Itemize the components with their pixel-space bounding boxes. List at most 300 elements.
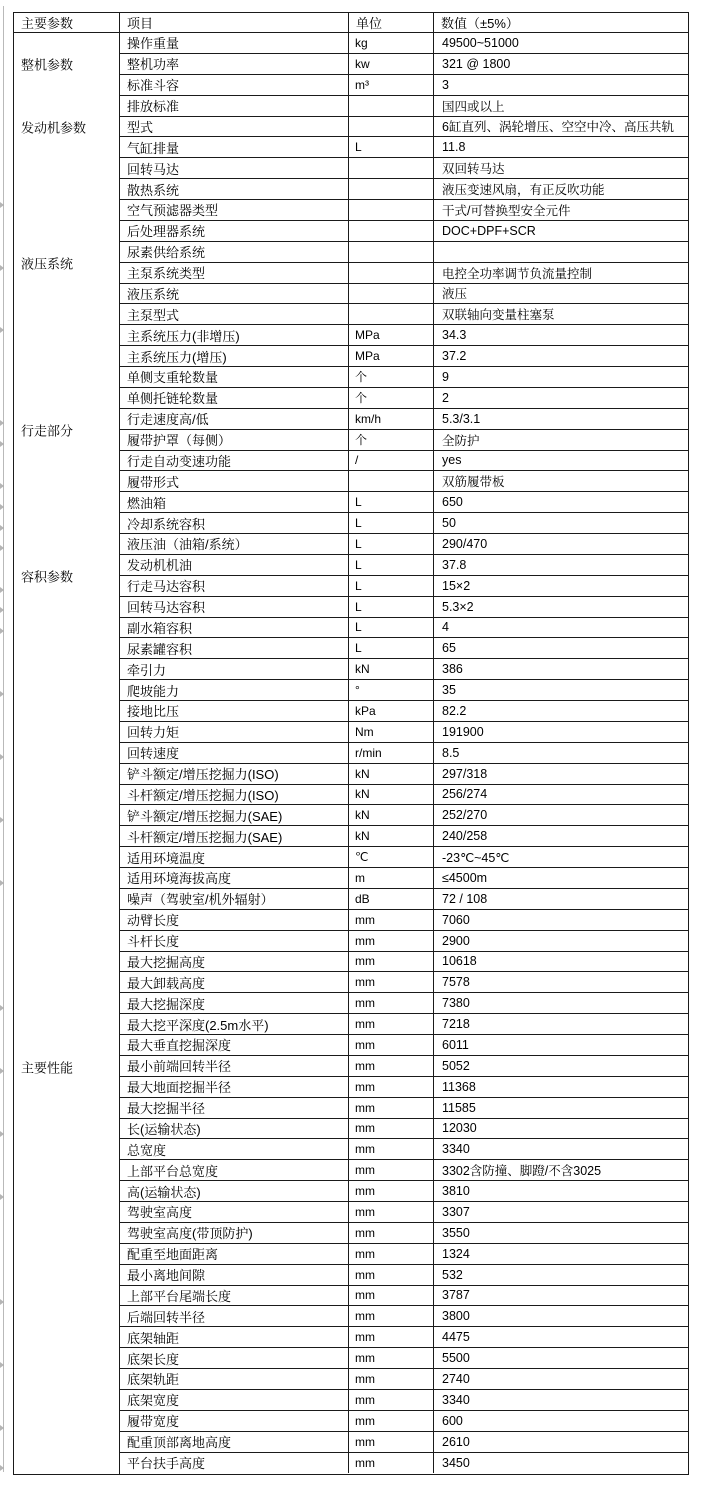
item-cell: 主系统压力(增压) [120, 346, 349, 366]
unit-cell: mm [349, 1453, 434, 1474]
table-row [120, 1077, 688, 1098]
table-row [120, 54, 688, 75]
margin-marker-icon [0, 691, 4, 697]
item-cell: 回转速度 [120, 743, 349, 763]
value-cell: 7578 [442, 975, 470, 990]
table-row [120, 75, 688, 96]
value-cell: 液压 [442, 287, 468, 302]
item-cell: 爬坡能力 [120, 680, 349, 700]
table-row [120, 1035, 688, 1056]
table-row [120, 221, 688, 242]
margin-marker-icon [0, 587, 4, 593]
unit-cell: kg [349, 33, 434, 53]
value-cell: 386 [442, 662, 463, 677]
value-cell: 5500 [442, 1351, 470, 1366]
table-row [120, 1056, 688, 1077]
table-row [120, 325, 688, 346]
value-cell: 532 [442, 1267, 463, 1282]
value-cell: 7380 [442, 996, 470, 1011]
table-row [120, 555, 688, 576]
unit-cell: mm [349, 931, 434, 951]
margin-marker-icon [0, 420, 4, 426]
item-cell: 配重顶部离地高度 [120, 1432, 349, 1452]
item-cell: 冷却系统容积 [120, 513, 349, 533]
table-header-row [14, 13, 688, 33]
item-cell: 散热系统 [120, 179, 349, 199]
value-cell: 4 [442, 620, 449, 635]
table-row [120, 805, 688, 826]
header-unit: 单位 [349, 13, 434, 32]
unit-cell [349, 304, 434, 324]
table-row [120, 158, 688, 179]
value-cell: 3 [442, 77, 449, 92]
margin-marker-icon [0, 1425, 4, 1431]
margin-marker-icon [0, 265, 4, 271]
item-cell: 上部平台尾端长度 [120, 1286, 349, 1306]
group-label: 液压系统 [21, 256, 74, 272]
value-cell: 6缸直列、涡轮增压、空空中冷、高压共轨 [442, 120, 674, 135]
table-body [14, 33, 688, 1474]
margin-marker-icon [0, 754, 4, 760]
table-row [120, 1244, 688, 1265]
table-row [120, 33, 688, 54]
value-cell: DOC+DPF+SCR [442, 223, 536, 238]
unit-cell: MPa [349, 325, 434, 345]
unit-cell: MPa [349, 346, 434, 366]
unit-cell: L [349, 555, 434, 575]
margin-marker-icon [0, 483, 4, 489]
unit-cell [349, 179, 434, 199]
table-row [120, 471, 688, 492]
item-cell: 主系统压力(非增压) [120, 325, 349, 345]
item-cell: 噪声（驾驶室/机外辐射） [120, 889, 349, 909]
unit-cell: L [349, 137, 434, 157]
item-cell: 后端回转半径 [120, 1306, 349, 1326]
item-cell: 空气预滤器类型 [120, 200, 349, 220]
value-cell: 3450 [442, 1455, 470, 1470]
item-cell: 单侧托链轮数量 [120, 388, 349, 408]
unit-cell: dB [349, 889, 434, 909]
value-cell: 35 [442, 683, 456, 698]
table-row [120, 764, 688, 785]
value-cell [434, 242, 688, 262]
value-cell: 液压变速风扇，有正反吹功能 [442, 183, 605, 198]
margin-marker-icon [0, 1068, 4, 1074]
item-cell: 铲斗额定/增压挖掘力(SAE) [120, 805, 349, 825]
table-row [120, 1223, 688, 1244]
table-row [120, 451, 688, 472]
unit-cell: mm [349, 1160, 434, 1180]
unit-cell: 个 [349, 367, 434, 387]
value-cell: 49500~51000 [442, 35, 519, 50]
margin-marker-icon [0, 607, 4, 613]
item-cell: 斗杆长度 [120, 931, 349, 951]
item-cell: 最大垂直挖掘深度 [120, 1035, 349, 1055]
table-row [120, 304, 688, 325]
value-cell: 8.5 [442, 745, 460, 760]
table-row [120, 1098, 688, 1119]
item-cell: 履带宽度 [120, 1411, 349, 1431]
unit-cell [349, 284, 434, 304]
value-cell: 11585 [442, 1100, 476, 1115]
margin-marker-icon [0, 202, 4, 208]
item-cell: 长(运输状态) [120, 1119, 349, 1139]
item-cell: 适用环境温度 [120, 847, 349, 867]
table-row [120, 1306, 688, 1327]
table-row [120, 534, 688, 555]
unit-cell: km/h [349, 409, 434, 429]
unit-cell: mm [349, 1390, 434, 1410]
table-row [120, 492, 688, 513]
value-cell: 37.8 [442, 557, 467, 572]
unit-cell: mm [349, 1035, 434, 1055]
item-cell: 标准斗容 [120, 75, 349, 95]
unit-cell: mm [349, 952, 434, 972]
table-row [120, 785, 688, 806]
unit-cell: Nm [349, 722, 434, 742]
table-row [120, 284, 688, 305]
value-cell: 5052 [442, 1058, 470, 1073]
value-cell: 37.2 [442, 349, 467, 364]
table-row [120, 952, 688, 973]
table-row [120, 1181, 688, 1202]
value-cell: 2 [442, 390, 449, 405]
item-cell: 动臂长度 [120, 910, 349, 930]
unit-cell: ° [349, 680, 434, 700]
table-row [120, 1453, 688, 1474]
table-row [120, 847, 688, 868]
group-label: 主要性能 [21, 1060, 74, 1076]
unit-cell: mm [349, 1223, 434, 1243]
table-row [120, 701, 688, 722]
item-cell: 最大挖掘深度 [120, 993, 349, 1013]
table-row [120, 96, 688, 117]
item-cell: 上部平台总宽度 [120, 1160, 349, 1180]
value-cell: 9 [442, 369, 449, 384]
value-cell: ≤4500m [442, 870, 488, 885]
value-cell: 11.8 [442, 140, 466, 155]
unit-cell: mm [349, 1348, 434, 1368]
margin-marker-icon [0, 1194, 4, 1200]
item-cell: 最大挖平深度(2.5m水平) [120, 1014, 349, 1034]
table-row [120, 430, 688, 451]
unit-cell: mm [349, 993, 434, 1013]
margin-marker-icon [0, 1465, 4, 1471]
unit-cell: mm [349, 1139, 434, 1159]
item-cell: 铲斗额定/增压挖掘力(ISO) [120, 764, 349, 784]
table-row [120, 889, 688, 910]
item-cell: 整机功率 [120, 54, 349, 74]
table-row [120, 409, 688, 430]
item-cell: 底架轨距 [120, 1369, 349, 1389]
margin-marker-icon [0, 1362, 4, 1368]
value-cell: 191900 [442, 724, 484, 739]
table-row [120, 972, 688, 993]
item-cell: 平台扶手高度 [120, 1453, 349, 1474]
item-cell: 主泵型式 [120, 304, 349, 324]
value-cell: 2900 [442, 933, 470, 948]
item-cell: 行走速度高/低 [120, 409, 349, 429]
item-cell: 底架长度 [120, 1348, 349, 1368]
table-rows [120, 33, 688, 1474]
unit-cell: mm [349, 1327, 434, 1347]
unit-cell: L [349, 576, 434, 596]
value-cell: 1324 [442, 1246, 470, 1261]
unit-cell [349, 117, 434, 137]
item-cell: 回转力矩 [120, 722, 349, 742]
unit-cell: L [349, 492, 434, 512]
value-cell: 3302含防撞、脚蹬/不含3025 [442, 1164, 602, 1179]
table-row [120, 1139, 688, 1160]
table-row [120, 659, 688, 680]
item-cell: 单侧支重轮数量 [120, 367, 349, 387]
value-cell: 15×2 [442, 578, 471, 593]
item-cell: 燃油箱 [120, 492, 349, 512]
item-cell: 配重至地面距离 [120, 1244, 349, 1264]
value-cell: 干式/可替换型安全元件 [442, 203, 571, 218]
unit-cell: L [349, 513, 434, 533]
group-label: 容积参数 [21, 569, 74, 585]
unit-cell: L [349, 638, 434, 658]
group-label: 行走部分 [21, 423, 74, 439]
value-cell: 3307 [442, 1204, 470, 1219]
table-row [120, 1432, 688, 1453]
item-cell: 最大地面挖掘半径 [120, 1077, 349, 1097]
unit-cell: 个 [349, 388, 434, 408]
item-cell: 接地比压 [120, 701, 349, 721]
value-cell: yes [442, 453, 462, 468]
value-cell: 5.3/3.1 [442, 411, 481, 426]
margin-marker-icon [0, 1131, 4, 1137]
table-row [120, 200, 688, 221]
table-row [120, 1014, 688, 1035]
value-cell: 72 / 108 [442, 891, 488, 906]
item-cell: 尿素罐容积 [120, 638, 349, 658]
value-cell: 3550 [442, 1225, 470, 1240]
value-cell: 3787 [442, 1288, 470, 1303]
unit-cell [349, 158, 434, 178]
item-cell: 履带形式 [120, 471, 349, 491]
unit-cell: kN [349, 805, 434, 825]
unit-cell: r/min [349, 743, 434, 763]
margin-marker-icon [0, 880, 4, 886]
table-row [120, 743, 688, 764]
value-cell: 3340 [442, 1392, 470, 1407]
item-cell: 主泵系统类型 [120, 263, 349, 283]
unit-cell [349, 471, 434, 491]
unit-cell: mm [349, 1119, 434, 1139]
unit-cell [349, 242, 434, 262]
item-cell: 底架宽度 [120, 1390, 349, 1410]
item-cell: 最小离地间隙 [120, 1265, 349, 1285]
unit-cell: mm [349, 1306, 434, 1326]
item-cell: 驾驶室高度(带顶防护) [120, 1223, 349, 1243]
unit-cell: mm [349, 1014, 434, 1034]
table-row [120, 993, 688, 1014]
margin-marker-icon [0, 545, 4, 551]
item-cell: 最大卸载高度 [120, 972, 349, 992]
table-row [120, 576, 688, 597]
item-cell: 适用环境海拔高度 [120, 868, 349, 888]
margin-marker-icon [0, 504, 4, 510]
value-cell: 321 @ 1800 [442, 56, 511, 71]
item-cell: 总宽度 [120, 1139, 349, 1159]
unit-cell: mm [349, 1202, 434, 1222]
item-cell: 回转马达容积 [120, 597, 349, 617]
margin-marker-icon [0, 628, 4, 634]
table-row [120, 367, 688, 388]
value-cell: 240/258 [442, 829, 488, 844]
item-cell: 底架轴距 [120, 1327, 349, 1347]
value-cell: 82.2 [442, 703, 467, 718]
group-label: 发动机参数 [21, 120, 87, 136]
unit-cell: / [349, 451, 434, 471]
header-item: 项目 [120, 13, 349, 32]
unit-cell [349, 263, 434, 283]
unit-cell: mm [349, 1098, 434, 1118]
unit-cell: mm [349, 1056, 434, 1076]
item-cell: 后处理器系统 [120, 221, 349, 241]
item-cell: 行走自动变速功能 [120, 451, 349, 471]
margin-marker-icon [0, 817, 4, 823]
item-cell: 排放标准 [120, 96, 349, 116]
item-cell: 行走马达容积 [120, 576, 349, 596]
item-cell: 发动机机油 [120, 555, 349, 575]
table-row [120, 1286, 688, 1307]
category-column [14, 33, 120, 1474]
table-row [120, 638, 688, 659]
table-row [120, 346, 688, 367]
table-row [120, 1390, 688, 1411]
margin-marker-icon [0, 441, 4, 447]
table-row [120, 1202, 688, 1223]
unit-cell: mm [349, 1411, 434, 1431]
item-cell: 最大挖掘高度 [120, 952, 349, 972]
item-cell: 驾驶室高度 [120, 1202, 349, 1222]
table-row [120, 1411, 688, 1432]
item-cell: 液压油（油箱/系统） [120, 534, 349, 554]
table-row [120, 179, 688, 200]
table-row [120, 680, 688, 701]
value-cell: 3340 [442, 1142, 470, 1157]
unit-cell: mm [349, 972, 434, 992]
unit-cell: mm [349, 1432, 434, 1452]
unit-cell: m [349, 868, 434, 888]
table-row [120, 722, 688, 743]
value-cell: 电控全功率调节负流量控制 [442, 266, 593, 281]
value-cell: 65 [442, 641, 456, 656]
item-cell: 副水箱容积 [120, 618, 349, 638]
unit-cell: L [349, 534, 434, 554]
table-row [120, 1327, 688, 1348]
item-cell: 尿素供给系统 [120, 242, 349, 262]
value-cell: 34.3 [442, 328, 467, 343]
unit-cell: L [349, 618, 434, 638]
table-row [120, 1160, 688, 1181]
value-cell: 297/318 [442, 766, 488, 781]
header-category: 主要参数 [14, 13, 120, 32]
value-cell: 11368 [442, 1079, 476, 1094]
margin-marker-icon [0, 327, 4, 333]
unit-cell: mm [349, 1369, 434, 1389]
unit-cell: 个 [349, 430, 434, 450]
header-value: 数值（±5%） [441, 16, 519, 31]
group-label: 整机参数 [21, 57, 74, 73]
table-row [120, 910, 688, 931]
unit-cell: ℃ [349, 847, 434, 867]
value-cell: 7060 [442, 912, 470, 927]
value-cell: 双回转马达 [442, 162, 505, 177]
item-cell: 斗杆额定/增压挖掘力(SAE) [120, 826, 349, 846]
item-cell: 操作重量 [120, 33, 349, 53]
value-cell: 2740 [442, 1371, 470, 1386]
item-cell: 最大挖掘半径 [120, 1098, 349, 1118]
value-cell: 256/274 [442, 787, 488, 802]
item-cell: 气缸排量 [120, 137, 349, 157]
unit-cell: kN [349, 826, 434, 846]
value-cell: 双筋履带板 [442, 475, 505, 490]
spec-table [13, 12, 689, 1475]
unit-cell [349, 221, 434, 241]
value-cell: 6011 [442, 1037, 469, 1052]
unit-cell: kw [349, 54, 434, 74]
unit-cell: L [349, 597, 434, 617]
table-row [120, 597, 688, 618]
item-cell: 型式 [120, 117, 349, 137]
value-cell: 252/270 [442, 808, 488, 823]
item-cell: 履带护罩（每侧） [120, 430, 349, 450]
unit-cell: mm [349, 1265, 434, 1285]
unit-cell: mm [349, 1244, 434, 1264]
table-row [120, 1369, 688, 1390]
value-cell: 全防护 [442, 433, 480, 448]
unit-cell: kN [349, 659, 434, 679]
margin-marker-icon [0, 525, 4, 531]
table-row [120, 263, 688, 284]
value-cell: 12030 [442, 1121, 477, 1136]
table-row [120, 1348, 688, 1369]
item-cell: 斗杆额定/增压挖掘力(ISO) [120, 785, 349, 805]
value-cell: 600 [442, 1413, 463, 1428]
table-row [120, 513, 688, 534]
unit-cell [349, 200, 434, 220]
item-cell: 高(运输状态) [120, 1181, 349, 1201]
value-cell: 290/470 [442, 536, 488, 551]
table-row [120, 931, 688, 952]
table-row [120, 388, 688, 409]
unit-cell: m³ [349, 75, 434, 95]
unit-cell [349, 96, 434, 116]
table-row [120, 1265, 688, 1286]
unit-cell: kPa [349, 701, 434, 721]
value-cell: 5.3×2 [442, 599, 474, 614]
table-row [120, 117, 688, 138]
unit-cell: mm [349, 1181, 434, 1201]
unit-cell: mm [349, 910, 434, 930]
table-row [120, 1119, 688, 1140]
margin-marker-icon [0, 1005, 4, 1011]
table-row [120, 868, 688, 889]
value-cell: 3810 [442, 1184, 470, 1199]
unit-cell: kN [349, 764, 434, 784]
unit-cell: mm [349, 1077, 434, 1097]
margin-marker-icon [0, 1299, 4, 1305]
table-row [120, 137, 688, 158]
value-cell: -23℃~45℃ [442, 850, 510, 865]
item-cell: 回转马达 [120, 158, 349, 178]
print-margin-line [3, 6, 4, 1472]
table-row [120, 618, 688, 639]
